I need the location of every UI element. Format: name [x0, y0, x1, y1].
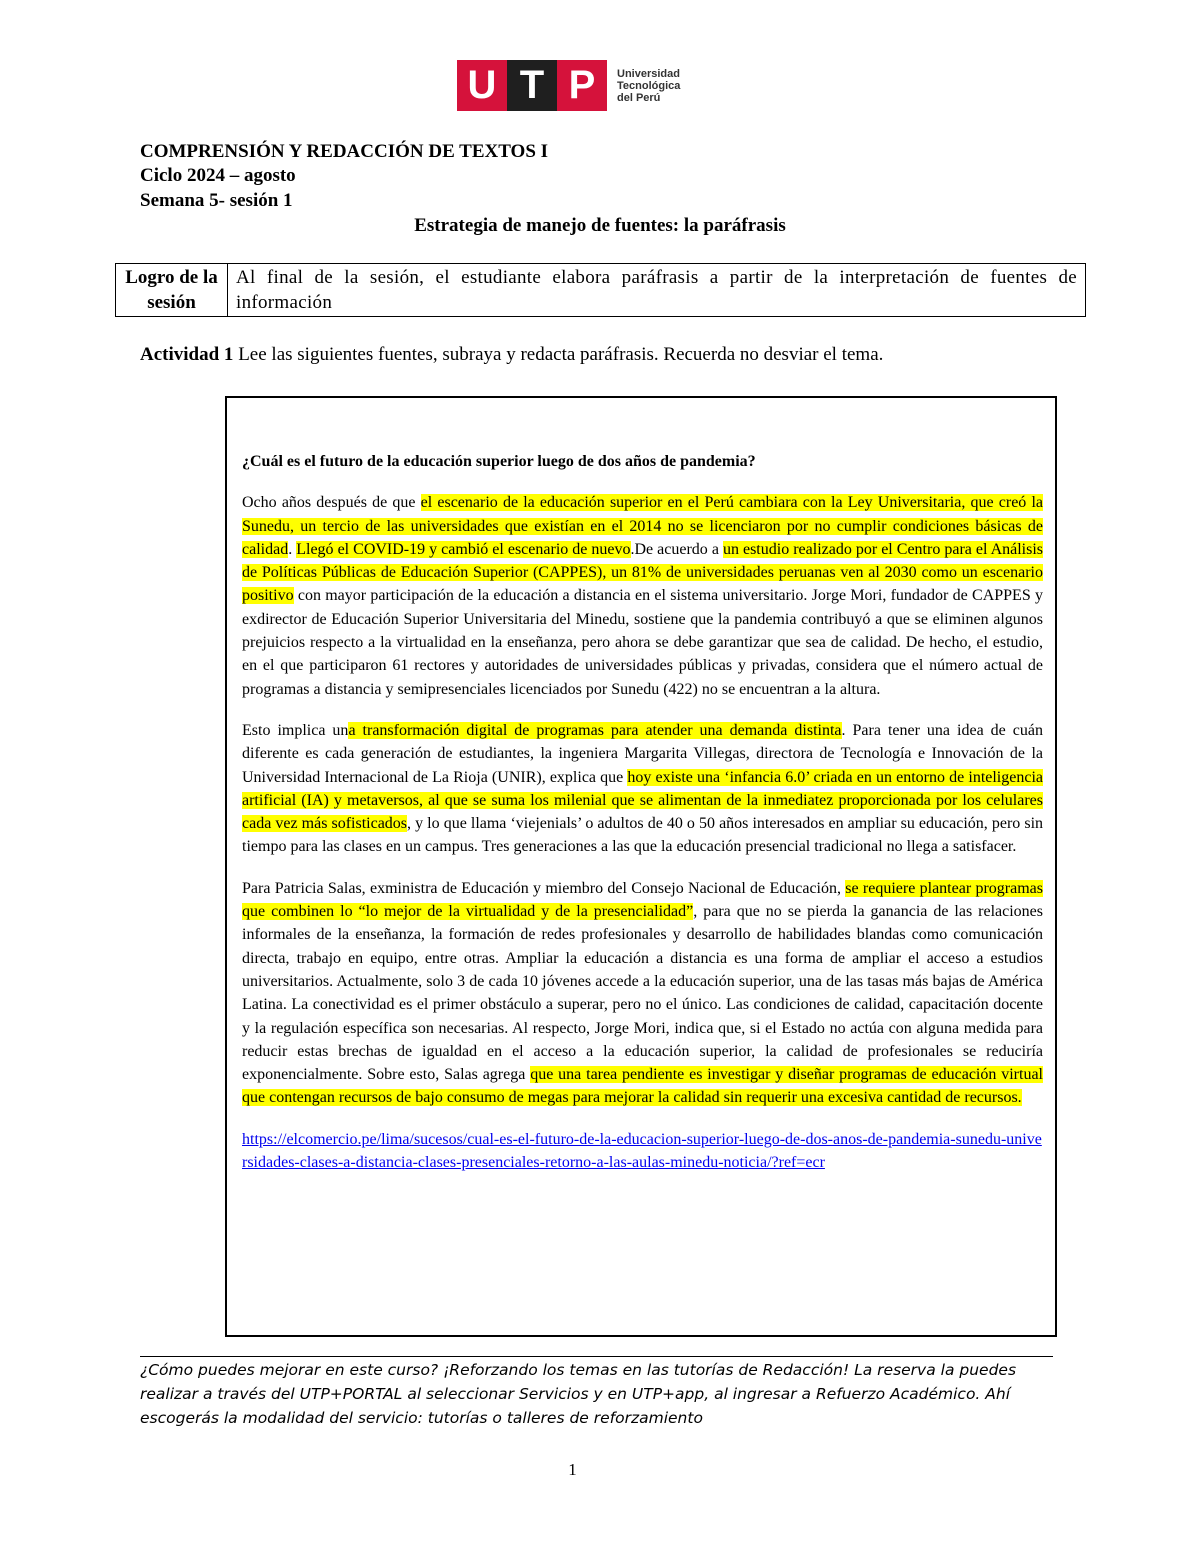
utp-logo	[457, 60, 697, 111]
logo-line: Tecnológica	[617, 79, 681, 92]
logo-letter-p: P	[557, 60, 607, 111]
logo-university-name	[617, 68, 697, 104]
activity-text: Lee las siguientes fuentes, subraya y redacta paráfrasis. Recuerda no desviar el tema.	[233, 344, 884, 365]
session-goal-text: Al final de la sesión, el estudiante elabora paráfrasis a partir de la interpretación de fuentes de información	[228, 264, 1086, 317]
session-goal-label: Logro de la sesión	[116, 264, 228, 317]
highlighted-text: hoy existe una ‘infancia 6.0’ criada en un entorno de inteligencia artificial (IA) y metaversos, al que se suma los milenial que se alimentan de la inmediatez proporcionada por los celulares cada vez más sofisticados	[242, 768, 1044, 833]
body-text: con mayor participación de la educación a distancia en el sistema universitario. Jorge Mori, fundador de CAPPES y exdirector de Educación Superior Universitaria del Minedu, sostiene que la pandemia contribuyó a que se eliminen algunos prejuicios respecto a la virtualidad en la enseñanza, pero ahora se debe garantizar que sea de calidad. De hecho, el estudio, en el que participaron 61 rectores y autoridades de universidades públicas y privadas, considera que el número actual de programas a distancia y semipresenciales licenciados por Sunedu (422) no se encuentran a la altura.	[242, 587, 1043, 698]
session-goal-table	[115, 263, 1086, 317]
body-text: Para Patricia Salas, exministra de Educación y miembro del Consejo Nacional de Educación,	[242, 879, 846, 897]
page-title: Estrategia de manejo de fuentes: la paráfrasis	[414, 215, 786, 236]
body-text: , y lo que llama ‘viejenials’ o adultos de 40 o 50 años interesados en ampliar su educación, pero sin tiempo para las clases en un campus. Tres generaciones a las que la educación presencial tradicional no llega a satisfacer.	[242, 815, 1044, 856]
activity-label: Actividad 1	[140, 344, 234, 365]
logo-line: Universidad	[617, 67, 680, 80]
logo-line: del Perú	[617, 91, 661, 104]
highlighted-text: que una tarea pendiente es investigar y diseñar programas de educación virtual que contengan recursos de bajo consumo de megas para mejorar la calidad sin requerir una excesiva cantidad de recursos.	[242, 1066, 1043, 1107]
footer-divider	[140, 1356, 1053, 1357]
page-number: 1	[568, 1460, 577, 1479]
cycle: Ciclo 2024 – agosto	[140, 165, 296, 186]
highlighted-text: Llegó el COVID-19 y cambió el escenario de nuevo	[296, 540, 631, 558]
week-session: Semana 5- sesión 1	[140, 190, 293, 211]
logo-letter-u: U	[457, 60, 507, 111]
highlighted-text: un estudio realizado por el Centro para el Análisis de Políticas Públicas de Educación Superior (CAPPES), un 81% de universidades peruanas ven al 2030 como un escenario positivo	[242, 540, 1044, 605]
body-text: .De acuerdo a	[630, 540, 723, 558]
article-title: ¿Cuál es el futuro de la educación superior luego de dos años de pandemia?	[242, 453, 756, 470]
body-text: Ocho años después de que	[242, 494, 421, 512]
highlighted-text: se requiere plantear programas que combinen lo “lo mejor de la virtualidad y de la presencialidad”	[242, 879, 1043, 921]
activity-instruction	[140, 344, 883, 366]
course-name: COMPRENSIÓN Y REDACCIÓN DE TEXTOS I	[140, 141, 549, 162]
article-paragraph	[242, 491, 1043, 701]
highlighted-text: el escenario de la educación superior en el Perú cambiara con la Ley Universitaria, que creó la Sunedu, un tercio de las universidades que existían en el 2014 no se licenciaron por no cumplir condiciones básicas de calidad	[242, 494, 1044, 558]
body-text: . Para tener una idea de cuán diferente es cada generación de estudiantes, la ingeniera Margarita Villegas, directora de Tecnología e Innovación de la Universidad Internacional de La Rioja (UNIR), explica que	[242, 721, 1043, 786]
body-text: .	[288, 540, 297, 558]
footer-note: ¿Cómo puedes mejorar en este curso? ¡Reforzando los temas en las tutorías de Redacción! La reserva la puedes realizar a través del UTP+PORTAL al seleccionar Servicios y en UTP+app, al ingresar a Refuerzo Académico. Ahí escogerás la modalidad del servicio: tutorías o talleres de reforzamiento	[140, 1361, 1017, 1427]
source-link[interactable]: https://elcomercio.pe/lima/sucesos/cual-es-el-futuro-de-la-educacion-superior-luego-de-dos-anos-de-pandemia-sunedu-universidades-clases-a-distancia-clases-presenciales-retorno-a-las-aulas-minedu-noticia/?ref=ecr	[242, 1130, 1042, 1172]
source-text-box	[225, 396, 1057, 1337]
body-text: Esto implica un	[242, 721, 349, 739]
highlighted-text: a transformación digital de programas para atender una demanda distinta	[348, 721, 842, 739]
logo-letter-t: T	[507, 60, 557, 111]
article-paragraph	[242, 877, 1043, 1110]
body-text: , para que no se pierda la ganancia de las relaciones informales de la enseñanza, la formación de redes profesionales y desarrollo de habilidades blandas como comunicación directa, trabajo en equipo, entre otras. Ampliar la educación a distancia es una forma de ampliar el acceso a estudios universitarios. Actualmente, solo 3 de cada 10 jóvenes accede a la educación superior, una de las tasas más bajas de América Latina. La conectividad es el primer obstáculo a superar, pero no el único. Las condiciones de calidad, capacitación docente y la regulación específica son necesarias. Al respecto, Jorge Mori, indica que, si el Estado no actúa con alguna medida para reducir estas brechas de igualdad en el acceso a la educación superior, la calidad de profesionales se reduciría exponencialmente. Sobre esto, Salas agrega	[242, 903, 1044, 1084]
article-paragraph	[242, 719, 1043, 859]
